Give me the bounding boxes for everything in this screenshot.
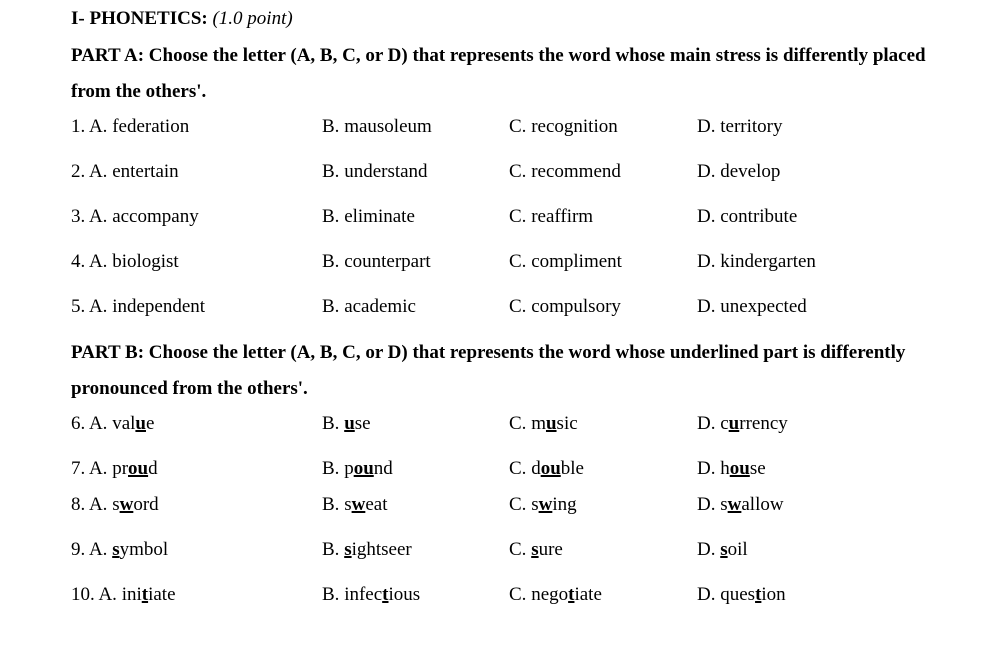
option-d: [697, 413, 788, 435]
option-word: territory: [720, 116, 783, 137]
option-a: [71, 296, 205, 318]
option-a: [71, 161, 179, 183]
option-letter: D.: [697, 539, 721, 560]
option-letter: D.: [697, 206, 721, 227]
option-letter: C.: [509, 458, 532, 479]
section-heading: [71, 8, 293, 30]
option-letter: C.: [509, 494, 532, 515]
word-part: d: [148, 458, 158, 479]
word-part: ing: [552, 494, 577, 515]
word-part: ble: [560, 458, 584, 479]
option-word: kindergarten: [720, 251, 816, 272]
option-d: [697, 251, 816, 273]
option-letter: A.: [88, 458, 113, 479]
option-a: [71, 116, 189, 138]
word-part: p: [344, 458, 354, 479]
question-row: [0, 161, 983, 187]
word-part: s: [720, 494, 728, 515]
word-part: ques: [720, 584, 756, 605]
option-c: [509, 413, 578, 435]
option-word: contribute: [720, 206, 798, 227]
option-letter: A.: [88, 161, 113, 182]
underlined-part: w: [351, 494, 366, 515]
option-letter: A.: [88, 206, 113, 227]
question-number: 9.: [71, 539, 89, 560]
option-word: mausoleum: [344, 116, 432, 137]
option-word: recognition: [531, 116, 618, 137]
underlined-part: u: [545, 413, 557, 434]
option-word: accompany: [112, 206, 199, 227]
word-part: s: [344, 494, 352, 515]
option-c: [509, 206, 593, 228]
option-d: [697, 494, 784, 516]
option-b: [322, 458, 393, 480]
option-b: [322, 161, 428, 183]
underlined-part: t: [568, 584, 575, 605]
option-letter: C.: [509, 296, 532, 317]
question-number: 7.: [71, 458, 89, 479]
word-part: eat: [365, 494, 388, 515]
word-part: ightseer: [351, 539, 412, 560]
underlined-part: t: [382, 584, 389, 605]
option-letter: B.: [322, 458, 345, 479]
option-word: recommend: [531, 161, 621, 182]
section-title: I- PHONETICS:: [71, 8, 213, 29]
option-word: federation: [112, 116, 190, 137]
option-letter: A.: [98, 584, 122, 605]
question-number: 5.: [71, 296, 89, 317]
option-word: compulsory: [531, 296, 621, 317]
word-part: allow: [741, 494, 784, 515]
option-letter: B.: [322, 296, 345, 317]
word-part: h: [720, 458, 730, 479]
option-word: independent: [112, 296, 206, 317]
word-part: infec: [344, 584, 383, 605]
word-part: val: [112, 413, 136, 434]
option-c: [509, 251, 622, 273]
question-number: 3.: [71, 206, 89, 227]
underlined-part: w: [727, 494, 742, 515]
option-b: [322, 251, 431, 273]
option-d: [697, 584, 786, 606]
word-part: d: [531, 458, 541, 479]
question-row: [0, 296, 983, 322]
question-row: [0, 206, 983, 232]
question-row: [0, 116, 983, 142]
option-letter: A.: [88, 296, 113, 317]
option-c: [509, 161, 621, 183]
option-c: [509, 116, 618, 138]
option-word: understand: [344, 161, 428, 182]
underlined-part: s: [344, 539, 352, 560]
question-number: 4.: [71, 251, 89, 272]
option-b: [322, 494, 387, 516]
underlined-part: s: [531, 539, 539, 560]
question-number: 1.: [71, 116, 89, 137]
option-word: unexpected: [720, 296, 807, 317]
option-letter: C.: [509, 116, 532, 137]
underlined-part: t: [755, 584, 762, 605]
option-letter: B.: [322, 539, 345, 560]
question-number: 10.: [71, 584, 99, 605]
underlined-part: s: [112, 539, 120, 560]
part-b-instruction: PART B: Choose the letter (A, B, C, or D) that represents the word whose underlined part is differently pronounced from the others'.: [71, 342, 906, 399]
underlined-part: ou: [128, 458, 149, 479]
option-b: [322, 413, 371, 435]
word-part: se: [749, 458, 766, 479]
option-letter: C.: [509, 251, 532, 272]
underlined-part: u: [344, 413, 355, 434]
word-part: iate: [574, 584, 602, 605]
option-a: [71, 539, 168, 561]
underlined-part: w: [538, 494, 553, 515]
option-b: [322, 206, 415, 228]
option-word: develop: [720, 161, 781, 182]
option-letter: D.: [697, 584, 721, 605]
underlined-part: w: [119, 494, 134, 515]
option-a: [71, 458, 158, 480]
underlined-part: s: [720, 539, 728, 560]
word-part: e: [145, 413, 155, 434]
option-letter: A.: [88, 251, 113, 272]
option-letter: A.: [88, 116, 113, 137]
word-part: m: [531, 413, 546, 434]
option-letter: D.: [697, 116, 721, 137]
option-a: [71, 494, 159, 516]
option-letter: C.: [509, 206, 532, 227]
option-letter: D.: [697, 494, 721, 515]
question-row: [0, 539, 983, 565]
option-d: [697, 116, 783, 138]
question-number: 6.: [71, 413, 89, 434]
option-letter: C.: [509, 584, 532, 605]
word-part: pr: [112, 458, 129, 479]
option-word: entertain: [112, 161, 179, 182]
section-points: (1.0 point): [212, 8, 293, 29]
option-d: [697, 458, 766, 480]
underlined-part: t: [141, 584, 149, 605]
option-letter: C.: [509, 413, 532, 434]
option-letter: B.: [322, 413, 345, 434]
option-letter: D.: [697, 458, 721, 479]
option-b: [322, 584, 420, 606]
word-part: oil: [727, 539, 748, 560]
option-letter: D.: [697, 251, 721, 272]
option-d: [697, 539, 748, 561]
option-word: eliminate: [344, 206, 415, 227]
word-part: ious: [388, 584, 421, 605]
option-c: [509, 584, 602, 606]
word-part: ord: [133, 494, 159, 515]
option-letter: A.: [88, 413, 113, 434]
word-part: iate: [148, 584, 176, 605]
word-part: ion: [761, 584, 786, 605]
option-c: [509, 296, 621, 318]
option-letter: D.: [697, 413, 721, 434]
option-letter: D.: [697, 296, 721, 317]
word-part: s: [112, 494, 120, 515]
option-letter: B.: [322, 206, 345, 227]
word-part: s: [531, 494, 539, 515]
underlined-part: ou: [353, 458, 374, 479]
option-letter: C.: [509, 539, 532, 560]
word-part: ini: [121, 584, 142, 605]
option-word: counterpart: [344, 251, 431, 272]
word-part: ure: [538, 539, 563, 560]
question-number: 8.: [71, 494, 89, 515]
option-letter: A.: [88, 494, 113, 515]
underlined-part: ou: [729, 458, 750, 479]
word-part: c: [720, 413, 729, 434]
option-b: [322, 296, 416, 318]
option-d: [697, 206, 797, 228]
option-d: [697, 161, 780, 183]
option-letter: D.: [697, 161, 721, 182]
option-word: academic: [344, 296, 416, 317]
question-row: [0, 251, 983, 277]
option-c: [509, 458, 584, 480]
option-c: [509, 539, 563, 561]
option-word: compliment: [531, 251, 622, 272]
option-a: [71, 584, 176, 606]
option-a: [71, 251, 179, 273]
question-row: [0, 413, 983, 439]
option-c: [509, 494, 577, 516]
option-letter: B.: [322, 161, 345, 182]
question-row: [0, 584, 983, 610]
option-b: [322, 116, 432, 138]
option-word: reaffirm: [531, 206, 594, 227]
option-letter: A.: [88, 539, 113, 560]
option-a: [71, 413, 154, 435]
underlined-part: ou: [540, 458, 561, 479]
option-a: [71, 206, 199, 228]
underlined-part: u: [135, 413, 146, 434]
option-letter: C.: [509, 161, 532, 182]
option-letter: B.: [322, 116, 345, 137]
word-part: nd: [373, 458, 393, 479]
word-part: rrency: [739, 413, 788, 434]
word-part: sic: [556, 413, 578, 434]
question-row: [0, 494, 983, 520]
question-row: [0, 458, 983, 484]
underlined-part: u: [728, 413, 740, 434]
option-letter: B.: [322, 584, 345, 605]
question-number: 2.: [71, 161, 89, 182]
option-letter: B.: [322, 494, 345, 515]
option-word: biologist: [112, 251, 179, 272]
option-b: [322, 539, 412, 561]
word-part: ymbol: [119, 539, 169, 560]
part-a-instruction: PART A: Choose the letter (A, B, C, or D) that represents the word whose main stress is differently placed from the others'.: [71, 45, 926, 102]
option-d: [697, 296, 807, 318]
option-letter: B.: [322, 251, 345, 272]
word-part: se: [354, 413, 371, 434]
word-part: nego: [531, 584, 569, 605]
